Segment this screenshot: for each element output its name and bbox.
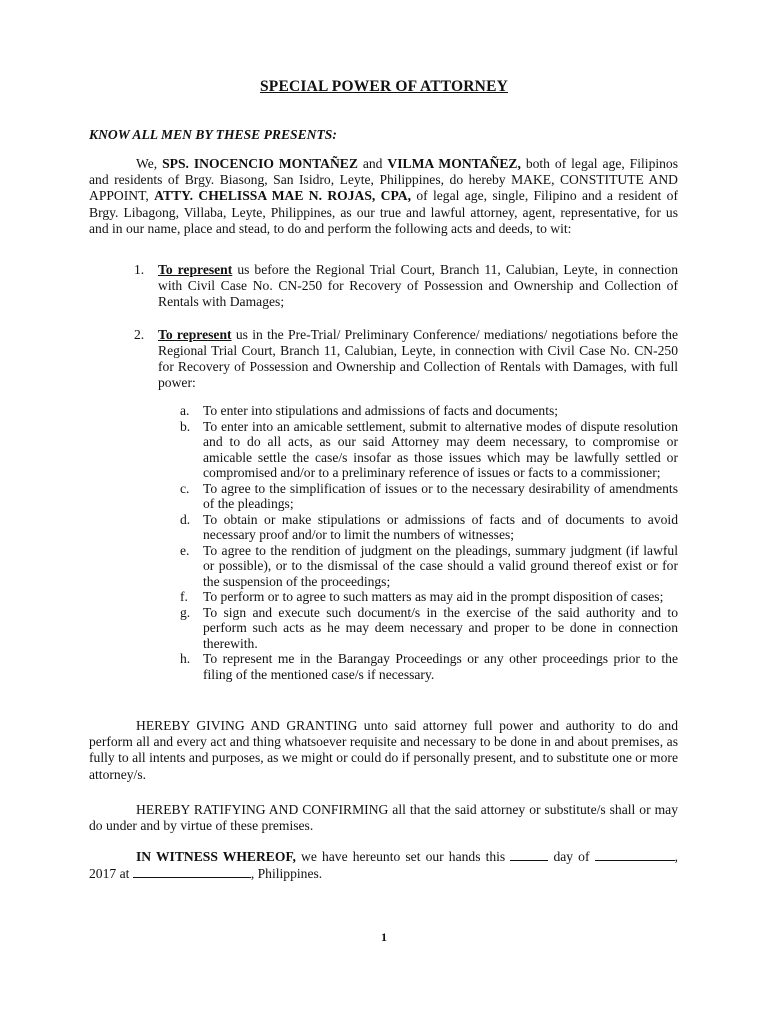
principal-name-1: SPS. INOCENCIO MONTAÑEZ bbox=[162, 156, 358, 171]
attorney-name: ATTY. CHELISSA MAE N. ROJAS, CPA, bbox=[154, 188, 411, 204]
item-marker: g. bbox=[180, 604, 191, 620]
numbered-list bbox=[134, 262, 678, 407]
witness-text-3: , 2017 at bbox=[89, 849, 679, 882]
principal-name-2: VILMA MONTAÑEZ, bbox=[387, 156, 521, 171]
item-marker: h. bbox=[180, 651, 191, 666]
item-text: To enter into stipulations and admissions of facts and documents; bbox=[203, 403, 559, 418]
day-blank-line bbox=[510, 848, 548, 861]
preamble-heading: KNOW ALL MEN BY THESE PRESENTS: bbox=[89, 127, 337, 142]
month-blank-line bbox=[595, 848, 675, 861]
item-text: us before the Regional Trial Court, Branch 11, Calubian, Leyte, in connection with Civil Case No. CN-250 for Recovery of Possession and Ownership and Collection of Rentals with Damages; bbox=[158, 262, 678, 310]
numbered-item bbox=[134, 262, 678, 311]
item-text: To agree to the rendition of judgment on the pleadings, summary judgment (if lawful or possible), or to the dismissal of the case should a valid ground thereof exist or for the suspension of the proceedings; bbox=[203, 542, 678, 589]
lettered-item bbox=[180, 403, 678, 419]
witness-text-4: , Philippines. bbox=[250, 866, 323, 882]
document-title: SPECIAL POWER OF ATTORNEY bbox=[259, 78, 509, 95]
lettered-item bbox=[180, 419, 678, 481]
witness-text-1: we have hereunto set our hands this bbox=[301, 849, 506, 864]
lettered-list bbox=[180, 403, 678, 682]
lettered-item bbox=[180, 543, 678, 590]
item-text: To perform or to agree to such matters as may aid in the prompt disposition of cases; bbox=[203, 589, 664, 604]
item-marker: e. bbox=[180, 542, 190, 558]
intro-we: We, bbox=[136, 156, 158, 171]
witness-paragraph bbox=[89, 848, 678, 882]
ratifying-paragraph: HEREBY RATIFYING AND CONFIRMING all that the said attorney or substitute/s shall or may do under and by virtue of these premises. bbox=[89, 802, 678, 834]
lettered-item bbox=[180, 605, 678, 652]
intro-mid: both of legal age, Filipinos and residents of Brgy. Biasong, San Isidro, Leyte, Philippines, do hereby MAKE, CONSTITUTE AND APPOINT, bbox=[89, 156, 679, 204]
item-marker: 2. bbox=[134, 326, 145, 342]
granting-paragraph: HEREBY GIVING AND GRANTING unto said attorney full power and authority to do and perform all and every act and thing whatsoever requisite and necessary to be done in and about premises, as fully to all intents and purposes, as we might or could do if personally present, and to substitute one or more attorney/s. bbox=[89, 718, 678, 782]
lettered-item bbox=[180, 512, 678, 543]
item-marker: f. bbox=[180, 589, 188, 604]
item-text: To enter into an amicable settlement, submit to alternative modes of dispute resolution and to do all acts, as our said Attorney may deem necessary, to compromise or amicable settle the case/s insofar as those issues which may be lawfully settled or compromised and/or to a preliminary reference of issues or facts to a commissioner; bbox=[203, 418, 678, 480]
lettered-item bbox=[180, 589, 678, 605]
item-marker: c. bbox=[180, 480, 190, 496]
item-text: To agree to the simplification of issues or to the necessary desirability of amendments of the pleadings; bbox=[203, 480, 678, 511]
lettered-item bbox=[180, 481, 678, 512]
item-marker: 1. bbox=[134, 262, 145, 277]
lettered-item bbox=[180, 651, 678, 682]
item-text: us in the Pre-Trial/ Preliminary Conference/ mediations/ negotiations before the Regional Trial Court, Branch 11, Calubian, Leyte, in connection with Civil Case No. CN-250 for Recovery of Possession and Ownership and Collection of Rentals with Damages, with full power: bbox=[158, 326, 678, 391]
item-text: To sign and execute such document/s in the exercise of the said authority and to perform such acts as he may deem necessary and proper to be done in connection therewith. bbox=[203, 604, 678, 651]
item-text: To obtain or make stipulations or admissions of facts and of documents to avoid necessary proof and/or to limit the numbers of witnesses; bbox=[203, 511, 678, 542]
item-marker: b. bbox=[180, 418, 191, 434]
item-marker: d. bbox=[180, 511, 191, 527]
item-marker: a. bbox=[180, 403, 190, 418]
numbered-item bbox=[134, 327, 678, 392]
item-heading: To represent bbox=[158, 262, 233, 277]
intro-rest: of legal age, single, Filipino and a resident of Brgy. Libagong, Villaba, Leyte, Philippines, as our true and lawful attorney, agent, representative, for us and in our name, place and stead, to do and perform the following acts and deeds, to wit: bbox=[89, 188, 678, 236]
intro-and: and bbox=[362, 156, 383, 171]
item-heading: To represent bbox=[158, 326, 232, 342]
page-number: 1 bbox=[381, 930, 387, 944]
item-text: To represent me in the Barangay Proceedings or any other proceedings prior to the filing of the mentioned case/s if necessary. bbox=[203, 651, 678, 682]
witness-lead: IN WITNESS WHEREOF, bbox=[136, 849, 296, 864]
place-blank-line bbox=[133, 865, 251, 878]
witness-text-2: day of bbox=[553, 849, 590, 864]
intro-paragraph bbox=[89, 156, 678, 237]
